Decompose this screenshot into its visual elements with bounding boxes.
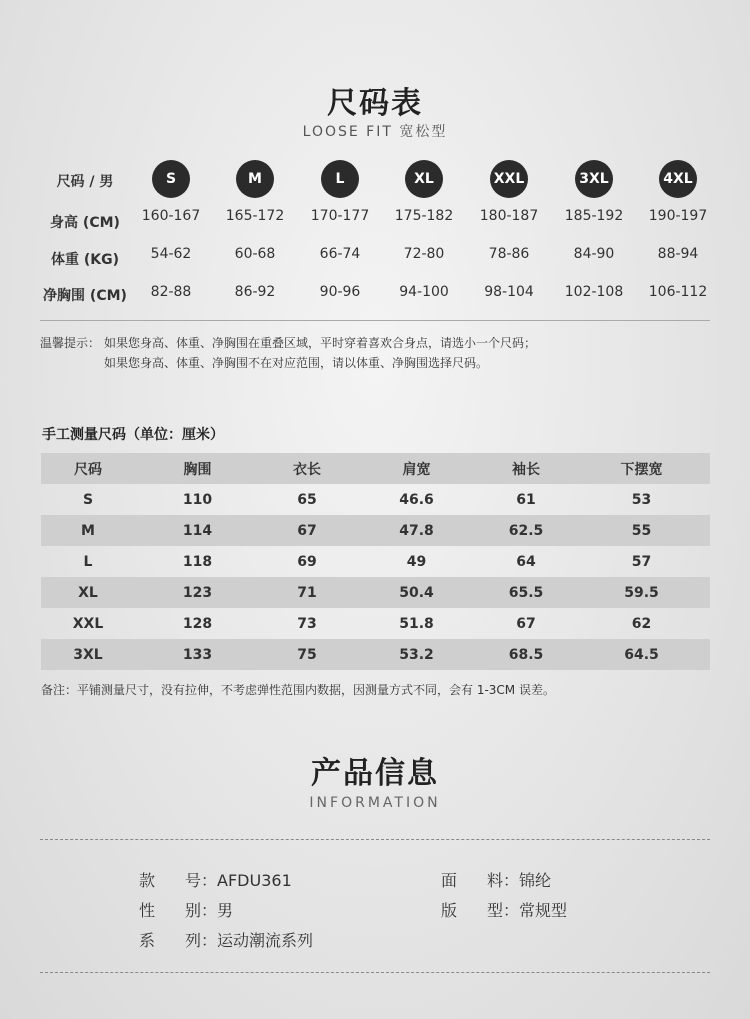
weight-cell: 88-94: [657, 246, 699, 262]
dotted-divider: [40, 839, 710, 840]
height-cell: 190-197: [648, 208, 708, 224]
size-badge: XXL: [490, 160, 528, 198]
table-cell: 110: [182, 491, 213, 508]
info-key-char: 面: [441, 871, 458, 890]
column-header: 尺码: [74, 461, 102, 478]
table-row: [41, 639, 710, 670]
table-cell: 67: [297, 522, 317, 539]
tips-label: 温馨提示：: [40, 336, 101, 350]
table-cell: XXL: [72, 615, 104, 632]
info-key-char: 列：: [185, 931, 218, 950]
table-cell: 53: [631, 491, 652, 508]
table-cell: 55: [631, 522, 652, 539]
weight-cell: 84-90: [573, 246, 615, 262]
row-label-weight: 体重 (KG): [50, 252, 119, 268]
info-key-char: 版: [441, 901, 458, 920]
row-label-chest: 净胸围 (CM): [43, 288, 127, 304]
table-cell: 46.6: [399, 491, 434, 508]
page-title: 尺码表: [327, 86, 423, 121]
info-value: 男: [217, 901, 234, 920]
chest-cell: 86-92: [234, 284, 276, 300]
size-badge: XL: [405, 160, 443, 198]
chest-cell: 90-96: [319, 284, 361, 300]
weight-cell: 60-68: [234, 246, 276, 262]
info-key-char: 款: [139, 871, 156, 890]
table-cell: L: [83, 553, 93, 570]
column-header: 衣长: [293, 461, 321, 478]
table-cell: 64: [516, 553, 536, 570]
height-cell: 170-177: [310, 208, 370, 224]
tips-line-2: 如果您身高、体重、净胸围不在对应范围，请以体重、净胸围选择尺码。: [104, 356, 489, 370]
table-cell: 118: [182, 553, 213, 570]
chest-cell: 102-108: [564, 284, 624, 300]
table-cell: 59.5: [624, 584, 659, 601]
info-item-material: [441, 868, 551, 891]
measurement-table: [41, 453, 710, 670]
table-cell: 114: [182, 522, 213, 539]
info-key-char: 系: [139, 931, 156, 950]
info-value: AFDU361: [217, 871, 292, 890]
table-cell: 68.5: [508, 646, 544, 663]
table-cell: 51.8: [399, 615, 434, 632]
table-cell: S: [82, 491, 94, 508]
info-key-char: 料：: [487, 871, 520, 890]
table-cell: 128: [182, 615, 213, 632]
table-row: [41, 608, 710, 639]
table-cell: M: [81, 522, 95, 539]
table-cell: XL: [78, 584, 98, 601]
weight-cell: 78-86: [488, 246, 530, 262]
height-cell: 160-167: [141, 208, 201, 224]
table-header-row: [41, 453, 710, 484]
column-header: 下摆宽: [620, 461, 663, 478]
size-badge: L: [321, 160, 359, 198]
table-cell: 75: [297, 646, 317, 663]
table-cell: 65: [297, 491, 317, 508]
weight-cell: 54-62: [150, 246, 192, 262]
info-key-char: 型：: [487, 901, 520, 920]
height-cell: 180-187: [479, 208, 539, 224]
info-key-char: 别：: [185, 901, 218, 920]
divider: [40, 320, 710, 321]
info-key-char: 性: [139, 901, 156, 920]
weight-cell: 72-80: [403, 246, 445, 262]
table-cell: 73: [297, 615, 317, 632]
row-label-height: 身高 (CM): [50, 215, 120, 231]
info-item-style: [139, 868, 292, 891]
table-cell: 62: [631, 615, 652, 632]
info-value: 运动潮流系列: [217, 931, 314, 950]
table-cell: 47.8: [399, 522, 434, 539]
height-cell: 175-182: [394, 208, 454, 224]
table-cell: 49: [406, 553, 427, 570]
info-value: 锦纶: [519, 871, 552, 890]
page-subtitle: LOOSE FIT 宽松型: [302, 124, 448, 140]
column-header: 胸围: [183, 461, 212, 478]
chest-cell: 94-100: [399, 284, 449, 300]
table-cell: 65.5: [508, 584, 544, 601]
measurement-note: 备注：平铺测量尺寸，没有拉伸，不考虑弹性范围内数据，因测量方式不同，会有 1-3CM 误差。: [41, 683, 555, 697]
info-item-fit: [441, 898, 567, 921]
table-cell: 71: [297, 584, 317, 601]
column-header: 袖长: [512, 461, 540, 478]
table-cell: 53.2: [399, 646, 434, 663]
info-title: 产品信息: [311, 756, 439, 791]
height-cell: 185-192: [564, 208, 624, 224]
column-header: 肩宽: [402, 461, 431, 478]
info-key-char: 号：: [185, 871, 218, 890]
table-cell: 3XL: [73, 646, 103, 663]
table-row: [41, 484, 710, 515]
table-cell: 69: [297, 553, 317, 570]
size-badge: S: [152, 160, 190, 198]
table-cell: 57: [631, 553, 652, 570]
table-row: [41, 577, 710, 608]
weight-cell: 66-74: [319, 246, 361, 262]
table-row: [41, 546, 710, 577]
chest-cell: 106-112: [648, 284, 708, 300]
height-cell: 165-172: [225, 208, 285, 224]
table-cell: 67: [516, 615, 536, 632]
size-badge: 3XL: [575, 160, 613, 198]
table-cell: 133: [182, 646, 213, 663]
table-row: [41, 515, 710, 546]
info-item-gender: [139, 898, 233, 921]
info-item-series: [139, 928, 313, 951]
info-value: 常规型: [519, 901, 568, 920]
size-badge: 4XL: [659, 160, 697, 198]
info-subtitle: INFORMATION: [309, 795, 441, 811]
measurement-title: 手工测量尺码（单位：厘米）: [42, 427, 224, 443]
row-label-size: 尺码 / 男: [56, 174, 114, 190]
table-cell: 62.5: [508, 522, 544, 539]
dotted-divider: [40, 972, 710, 973]
table-cell: 123: [182, 584, 213, 601]
table-cell: 64.5: [624, 646, 659, 663]
table-cell: 50.4: [399, 584, 434, 601]
tips-line-1: 如果您身高、体重、净胸围在重叠区域，平时穿着喜欢合身点，请选小一个尺码；: [104, 336, 537, 350]
table-cell: 61: [516, 491, 536, 508]
chest-cell: 98-104: [484, 284, 534, 300]
chest-cell: 82-88: [150, 284, 192, 300]
size-badge: M: [236, 160, 274, 198]
